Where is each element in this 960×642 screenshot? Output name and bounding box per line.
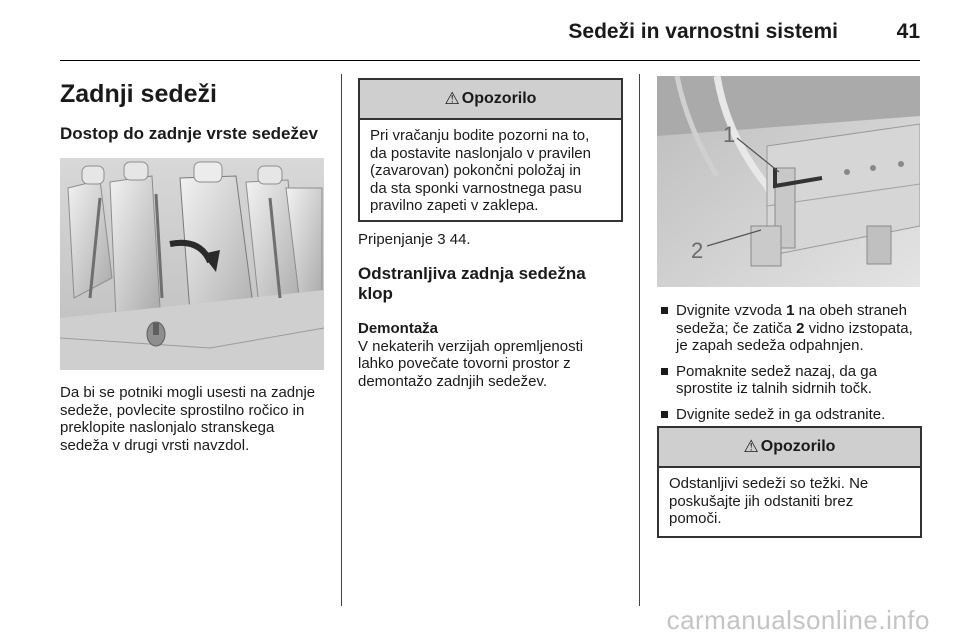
reference-arrow-icon: 3 [437, 231, 446, 248]
reference-page[interactable]: 44. [449, 231, 471, 248]
removable-bench-heading [358, 264, 628, 304]
step-text: Dvignite vzvoda [676, 302, 787, 319]
access-paragraph-line: sedeže, povlecite sprostilno ročico in [60, 401, 305, 419]
warning-line: pomoči. [669, 510, 722, 527]
access-paragraph-line: Da bi se potniki mogli usesti na zadnje [60, 384, 316, 401]
removal-line: demontažo zadnjih sedežev. [358, 372, 548, 390]
warning-line: da postavite naslonjalo v pravilen [370, 144, 591, 162]
list-item [660, 302, 922, 355]
figure-label-1: 1 [723, 122, 736, 147]
warning-box-return [358, 78, 623, 222]
warning-triangle-icon: ⚠ [743, 437, 759, 456]
rear-seats-figure [60, 158, 324, 370]
cross-reference [358, 231, 628, 249]
warning-line: poskušajte jih odstaniti brez [669, 492, 854, 510]
warning-text [659, 468, 920, 535]
access-paragraph-line: sedeža v drugi vrsti navzdol. [60, 436, 250, 454]
step-text: Dvignite sedež in ga odstranite. [676, 405, 886, 423]
column-divider-left [341, 74, 342, 606]
heading-line: Odstranljiva zadnja sedežna [358, 264, 586, 283]
warning-title: Opozorilo [461, 90, 537, 107]
bullet-square-icon [661, 411, 668, 418]
seat-latch-figure [657, 76, 920, 287]
removal-paragraph [358, 320, 628, 390]
list-item [660, 406, 922, 424]
heading-line: klop [358, 284, 393, 303]
list-item [660, 363, 922, 398]
warning-box-heavy [657, 426, 922, 538]
warning-header [360, 80, 621, 120]
access-paragraph [60, 384, 335, 454]
page-number: 41 [896, 20, 920, 43]
removal-steps-list [660, 302, 922, 431]
subsection-heading: Dostop do zadnje vrste sedežev [60, 124, 318, 143]
warning-line: (zavarovan) pokončni položaj in [370, 162, 581, 179]
warning-line: Pri vračanju bodite pozorni na to, [370, 127, 590, 144]
column-divider-right [639, 74, 640, 606]
warning-header [659, 428, 920, 468]
step-text: Pomaknite sedež nazaj, da ga sprostite iz talnih sidrnih točk. [676, 362, 877, 397]
warning-triangle-icon: ⚠ [444, 89, 460, 108]
removal-line: lahko povečate tovorni prostor z [358, 355, 571, 372]
page-header-title: Sedeži in varnostni sistemi [568, 20, 838, 43]
reference-text: Pripenjanje [358, 231, 434, 248]
header-rule [60, 60, 920, 61]
removal-line: V nekaterih verzijah opremljenosti [358, 337, 584, 355]
section-heading: Zadnji sedeži [60, 80, 217, 108]
access-paragraph-line: preklopite naslonjalo stranskega [60, 419, 275, 436]
step-text: na obeh straneh sedeža; če zatiča [676, 302, 907, 337]
warning-line: da sta sponki varnostnega pasu [370, 179, 582, 197]
watermark: carmanualsonline.info [666, 605, 930, 635]
figure-label-2: 2 [691, 238, 704, 263]
step-text: vidno izstopata, je zapah sedeža odpahnjen. [676, 319, 913, 354]
warning-line: pravilno zapeti v zaklepa. [370, 197, 539, 214]
bullet-square-icon [661, 307, 668, 314]
step-ref-2: 2 [796, 319, 805, 337]
removal-label: Demontaža [358, 320, 439, 337]
warning-text [360, 120, 621, 222]
step-ref-1: 1 [786, 302, 795, 319]
bullet-square-icon [661, 368, 668, 375]
warning-line: Odstanljivi sedeži so težki. Ne [669, 475, 869, 492]
warning-title: Opozorilo [760, 438, 836, 455]
